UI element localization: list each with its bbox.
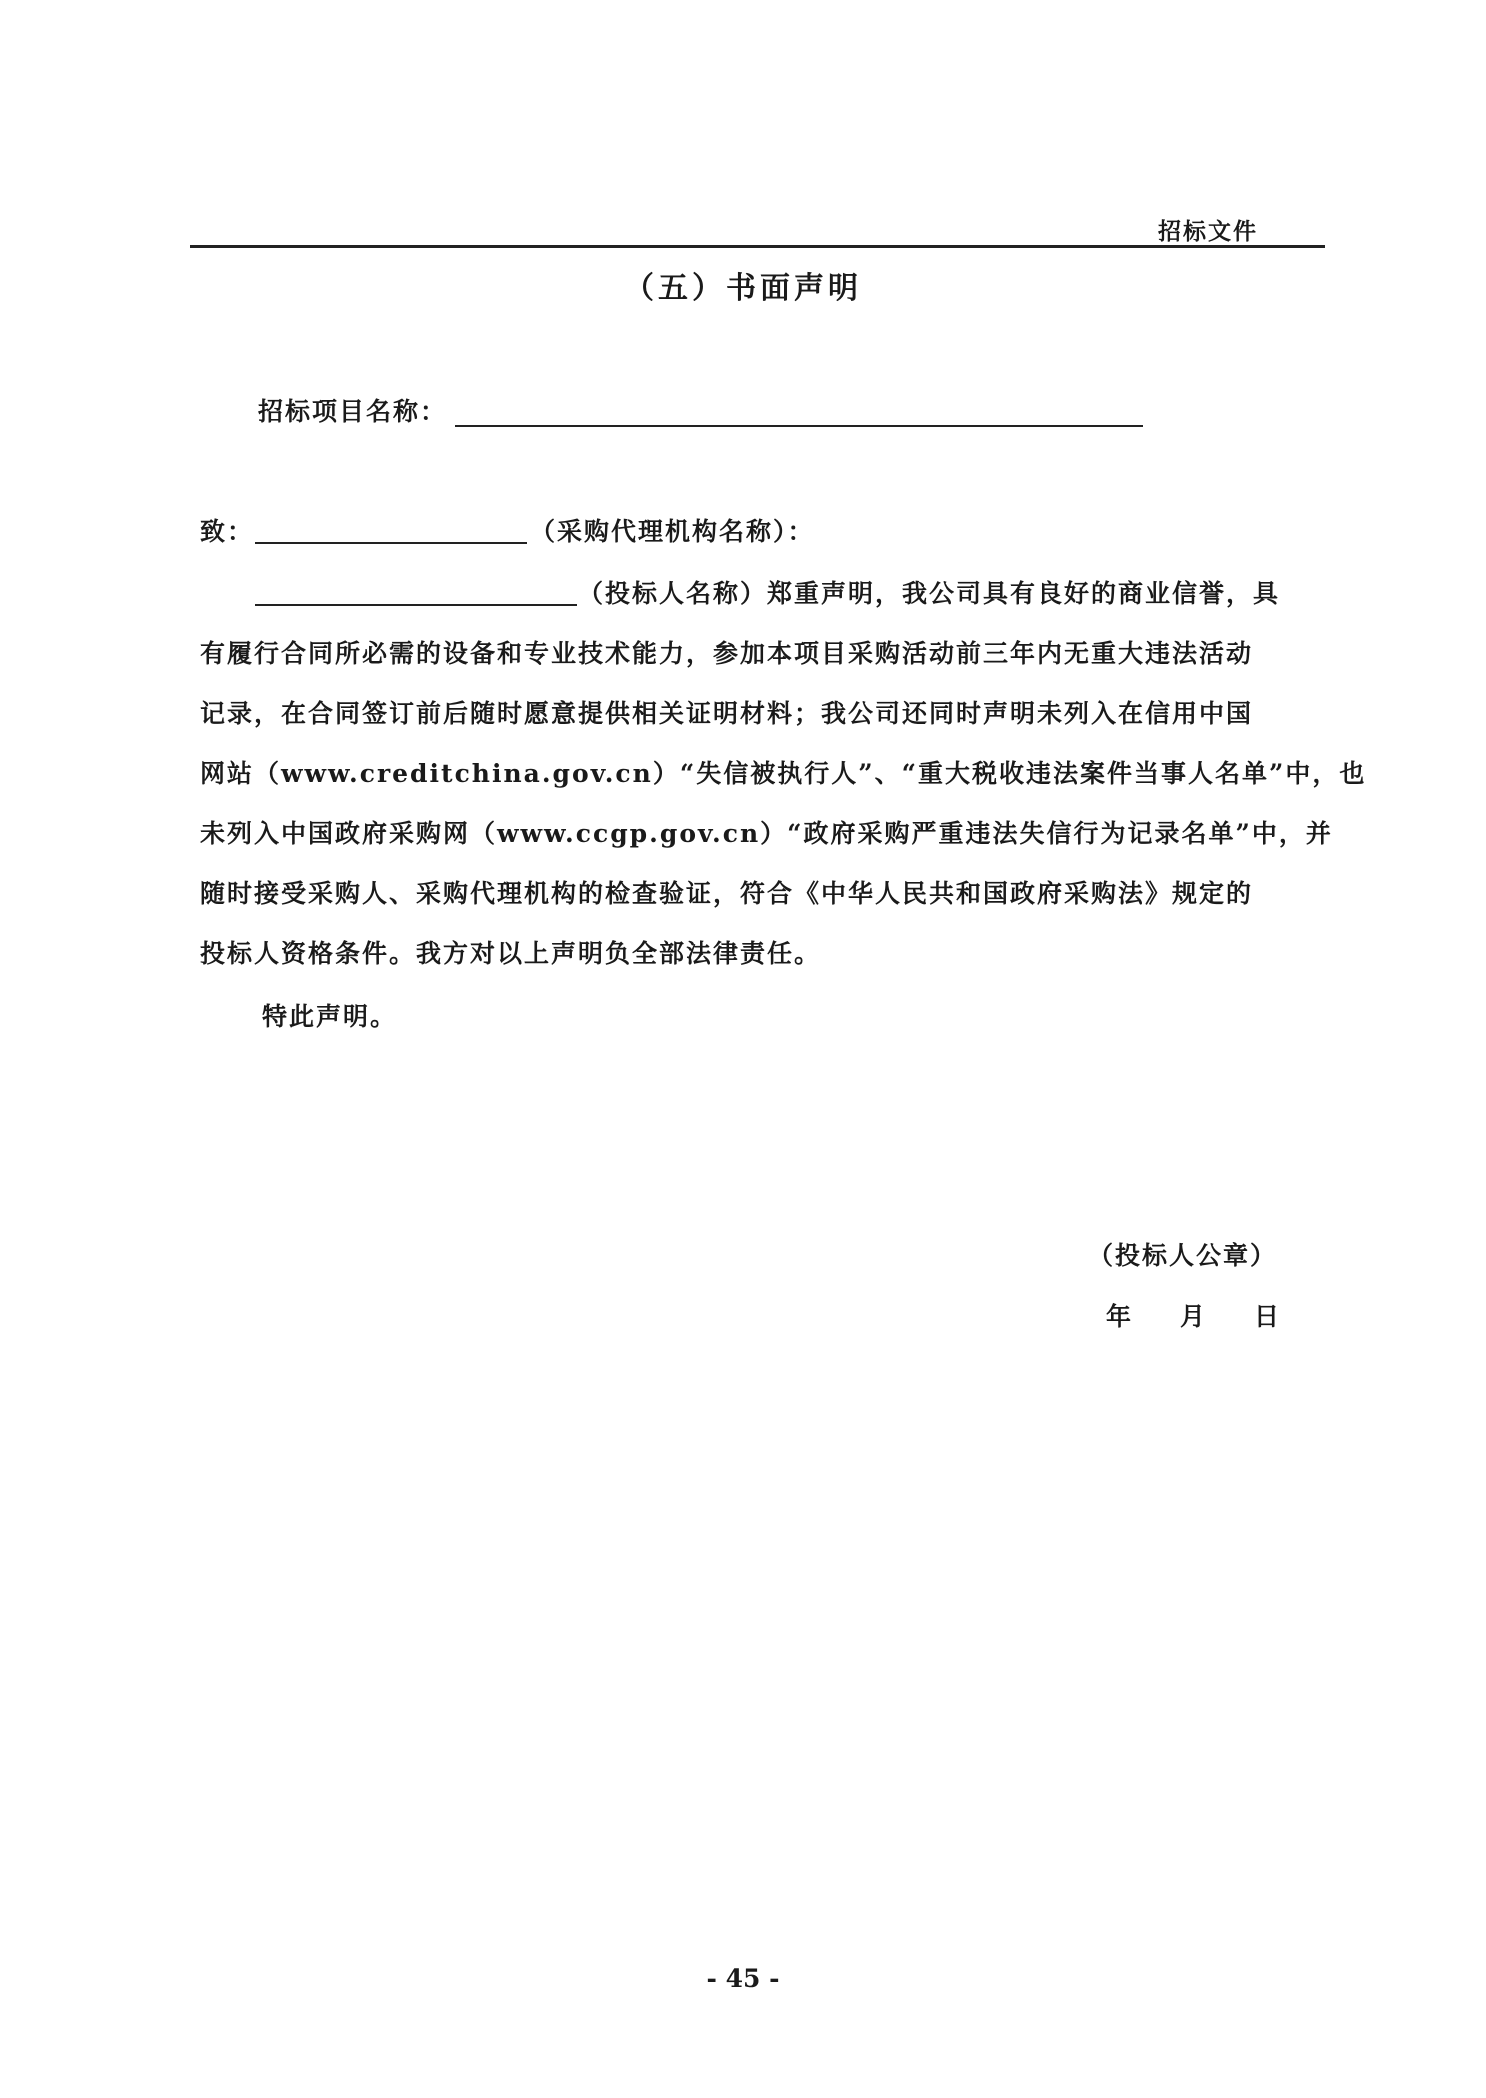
body-line-6: 随时接受采购人、采购代理机构的检查验证，符合《中华人民共和国政府采购法》规定的 <box>200 879 1254 908</box>
page-number: - 45 - <box>706 1964 780 1993</box>
body-line-3: 记录，在合同签订前后随时愿意提供相关证明材料；我公司还同时声明未列入在信用中国 <box>200 699 1254 728</box>
addressee-suffix: （采购代理机构名称）： <box>530 517 815 546</box>
addressee-prefix: 致： <box>200 517 255 546</box>
closing-statement: 特此声明。 <box>262 1002 398 1031</box>
page-title: （五）书面声明 <box>624 271 862 306</box>
header-divider <box>190 245 1325 248</box>
project-name-label: 招标项目名称： <box>258 397 448 426</box>
body-line-1: （投标人名称）郑重声明，我公司具有良好的商业信誉，具 <box>578 579 1281 608</box>
body-line-5: 未列入中国政府采购网（www.ccgp.gov.cn）“政府采购严重违法失信行为记录名单”中，并 <box>200 819 1333 848</box>
document-type-label: 招标文件 <box>1158 218 1258 245</box>
date-day-label: 日 <box>1254 1302 1282 1331</box>
bidder-name-blank <box>255 604 577 606</box>
body-line-2: 有履行合同所必需的设备和专业技术能力，参加本项目采购活动前三年内无重大违法活动 <box>200 639 1254 668</box>
project-name-blank <box>455 425 1143 427</box>
body-line-4: 网站（www.creditchina.gov.cn）“失信被执行人”、“重大税收违法案件当事人名单”中，也 <box>200 759 1367 788</box>
agency-name-blank <box>255 542 527 544</box>
date-month-label: 月 <box>1180 1302 1208 1331</box>
bidder-seal-label: （投标人公章） <box>1088 1241 1278 1270</box>
body-line-7: 投标人资格条件。我方对以上声明负全部法律责任。 <box>200 939 822 968</box>
date-year-label: 年 <box>1106 1302 1134 1331</box>
